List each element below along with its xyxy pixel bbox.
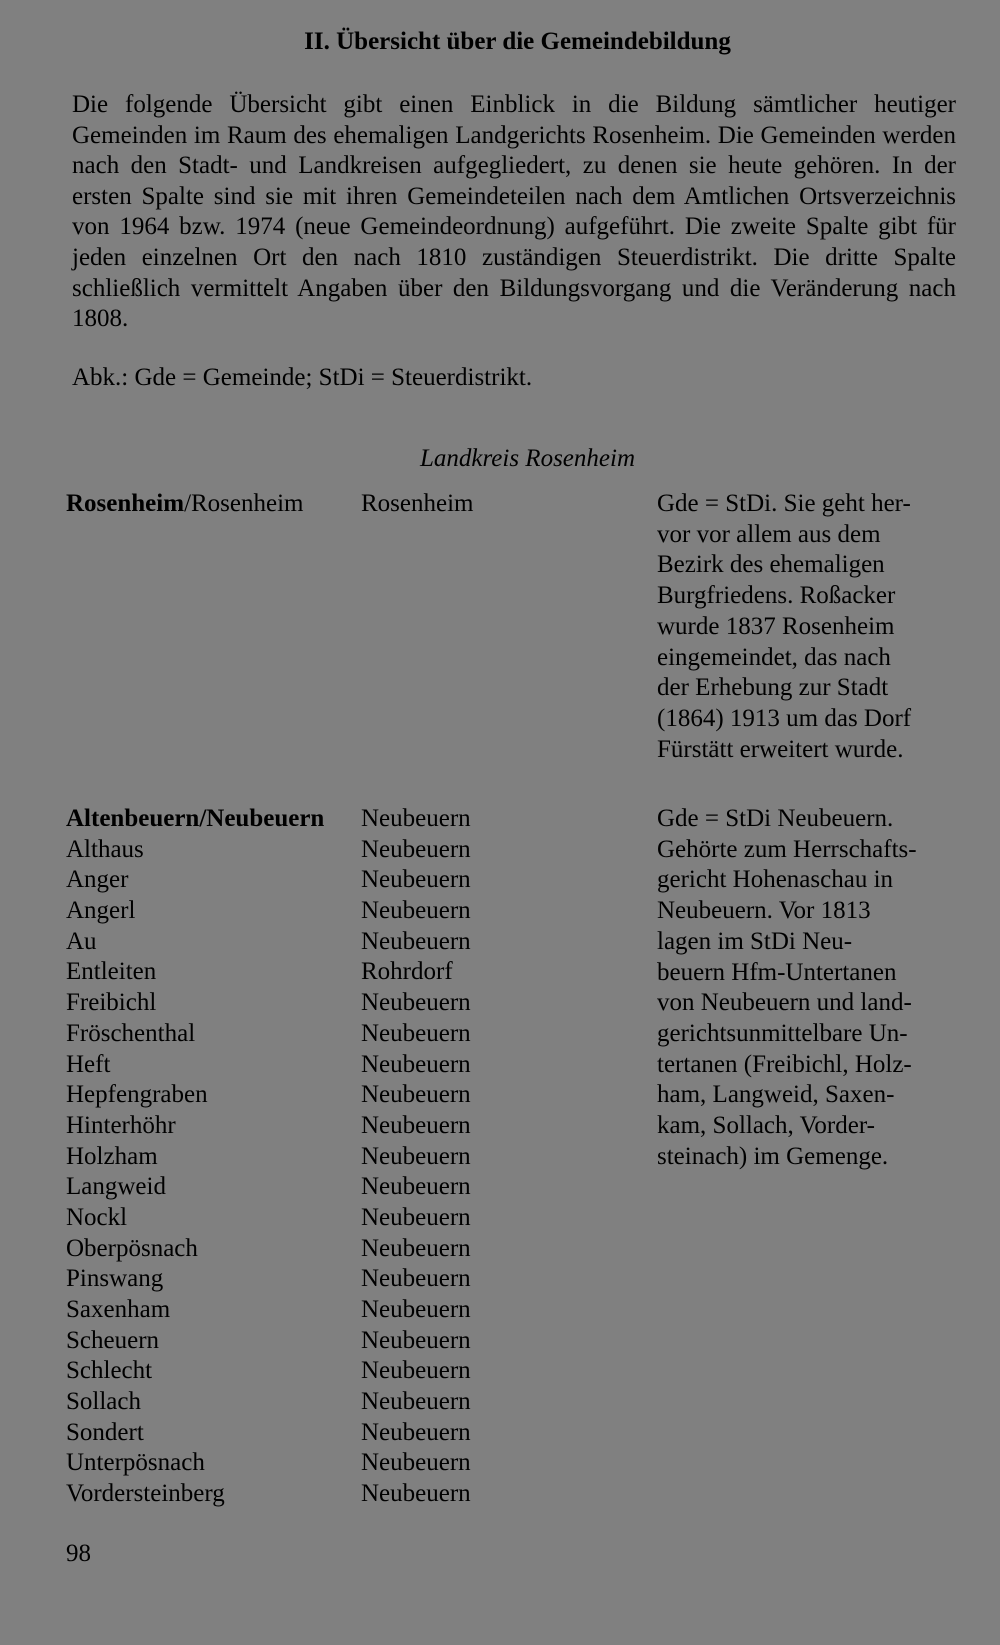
- note-line: Fürstätt erweitert wurde.: [657, 735, 904, 763]
- note-line: beuern Hfm-Untertanen: [657, 958, 897, 986]
- municipality-name-rest: /Rosenheim: [184, 490, 304, 517]
- part-stdi: Neubeuern: [361, 1449, 471, 1477]
- district-title: Landkreis Rosenheim: [419, 445, 635, 472]
- part-stdi: Neubeuern: [361, 866, 471, 894]
- part-stdi: Neubeuern: [361, 1111, 471, 1139]
- intro-text: Die folgende Übersicht gibt einen Einblick in die Bildung sämtlicher heutiger Gemeinden im Raum des ehemaligen Landgerichts Rosenheim. Die Gemeinden werden nach den Stadt- und Landkreisen aufgegliedert, zu denen sie heute gehören. In der ersten Spalte sind sie mit ihren Gemeindeteilen nach dem Amtlichen Ortsverzeichnis von 1964 bzw. 1974 (neue Gemeindeordnung) aufgeführt. Die zweite Spalte gibt für jeden einzelnen Ort den nach 1810 zuständigen Steuerdistrikt. Die dritte Spalte schließlich vermittelt Angaben über den Bildungsvorgang und die Veränderung nach 1808.: [72, 91, 956, 333]
- part-stdi: Neubeuern: [361, 1296, 471, 1323]
- part-name: Sollach: [66, 1388, 141, 1416]
- note-line: lagen im StDi Neu-: [657, 927, 853, 955]
- part-stdi: Rohrdorf: [361, 958, 453, 986]
- part-name: Au: [66, 927, 97, 955]
- note-line: eingemeindet, das nach: [657, 643, 891, 671]
- entry-rosenheim-note: [657, 489, 957, 765]
- entry-rosenheim-stdi-column: [361, 489, 621, 520]
- note-line: Gde = StDi. Sie geht her-: [657, 490, 911, 517]
- part-stdi: Neubeuern: [361, 1019, 471, 1047]
- part-name: Pinswang: [66, 1265, 164, 1293]
- part-stdi: Neubeuern: [361, 1142, 471, 1170]
- entry-rosenheim-name-column: [66, 489, 366, 520]
- part-name: Angerl: [66, 897, 136, 925]
- intro-paragraph: [72, 90, 956, 335]
- part-name: Nockl: [66, 1203, 128, 1231]
- note-line: (1864) 1913 um das Dorf: [657, 704, 912, 732]
- part-stdi: Neubeuern: [361, 1418, 471, 1446]
- stdi-value: Rosenheim: [361, 490, 474, 517]
- part-name: Hepfengraben: [66, 1081, 208, 1109]
- entry-neubeuern-name-column: [66, 804, 366, 1510]
- note-line: steinach) im Gemenge.: [657, 1142, 889, 1170]
- part-name: Hinterhöhr: [66, 1111, 176, 1139]
- part-stdi: Neubeuern: [361, 989, 471, 1017]
- part-stdi: Neubeuern: [361, 927, 471, 955]
- part-stdi: Neubeuern: [361, 1234, 471, 1262]
- part-name: Freibichl: [66, 989, 157, 1017]
- part-name: Unterpösnach: [66, 1449, 205, 1477]
- municipality-name-bold: Rosenheim: [66, 490, 185, 517]
- note-line: Gehörte zum Herrschafts-: [657, 835, 917, 863]
- municipality-name: [66, 804, 366, 835]
- part-name: Schlecht: [66, 1357, 153, 1385]
- note-line: Neubeuern. Vor 1813: [657, 897, 871, 925]
- part-stdi: Neubeuern: [361, 835, 471, 863]
- part-stdi: Neubeuern: [361, 1203, 471, 1231]
- note-line: Gde = StDi Neubeuern.: [657, 805, 894, 832]
- part-stdi: Neubeuern: [361, 1081, 471, 1109]
- municipality-name: [66, 489, 366, 520]
- abbreviations-line: Abk.: Gde = Gemeinde; StDi = Steuerdistrikt.: [72, 364, 533, 391]
- part-name: Althaus: [66, 835, 144, 863]
- municipality-name-bold: Altenbeuern/Neubeuern: [66, 805, 325, 832]
- note-line: der Erhebung zur Stadt: [657, 674, 889, 702]
- note-line: wurde 1837 Rosenheim: [657, 612, 895, 640]
- part-name: Heft: [66, 1050, 111, 1078]
- part-name: Oberpösnach: [66, 1234, 198, 1262]
- part-stdi: Neubeuern: [361, 897, 471, 925]
- part-stdi: Neubeuern: [361, 1357, 471, 1385]
- part-stdi: Neubeuern: [361, 1388, 471, 1416]
- part-name: Scheuern: [66, 1326, 160, 1354]
- note-line: kam, Sollach, Vorder-: [657, 1112, 875, 1140]
- part-name: Langweid: [66, 1173, 166, 1201]
- part-name: Vordersteinberg: [66, 1480, 225, 1508]
- part-stdi: Neubeuern: [361, 1480, 471, 1508]
- part-stdi: Neubeuern: [361, 1265, 471, 1293]
- note-line: von Neubeuern und land-: [657, 989, 912, 1017]
- note-line: Burgfriedens. Roßacker: [657, 582, 896, 610]
- note-line: Bezirk des ehemaligen: [657, 551, 885, 579]
- entry-neubeuern-stdi-column: [361, 804, 621, 1510]
- part-stdi: Neubeuern: [361, 1326, 471, 1354]
- part-name: Entleiten: [66, 958, 157, 986]
- note-line: gericht Hohenaschau in: [657, 866, 894, 894]
- part-stdi: Neubeuern: [361, 1173, 471, 1201]
- part-name: Saxenham: [66, 1296, 171, 1323]
- part-stdi: Neubeuern: [361, 1050, 471, 1078]
- stdi-value: Neubeuern: [361, 805, 471, 832]
- part-name: Anger: [66, 866, 129, 894]
- part-name: Sondert: [66, 1418, 144, 1446]
- note-line: vor vor allem aus dem: [657, 520, 881, 548]
- section-heading: II. Übersicht über die Gemeindebildung: [304, 28, 731, 55]
- note-line: ham, Langweid, Saxen-: [657, 1081, 895, 1109]
- note-line: gerichtsunmittelbare Un-: [657, 1019, 908, 1047]
- page-number: 98: [66, 1540, 91, 1567]
- part-name: Fröschenthal: [66, 1019, 196, 1047]
- part-name: Holzham: [66, 1142, 158, 1170]
- note-line: tertanen (Freibichl, Holz-: [657, 1050, 912, 1078]
- entry-neubeuern-note: [657, 804, 957, 1172]
